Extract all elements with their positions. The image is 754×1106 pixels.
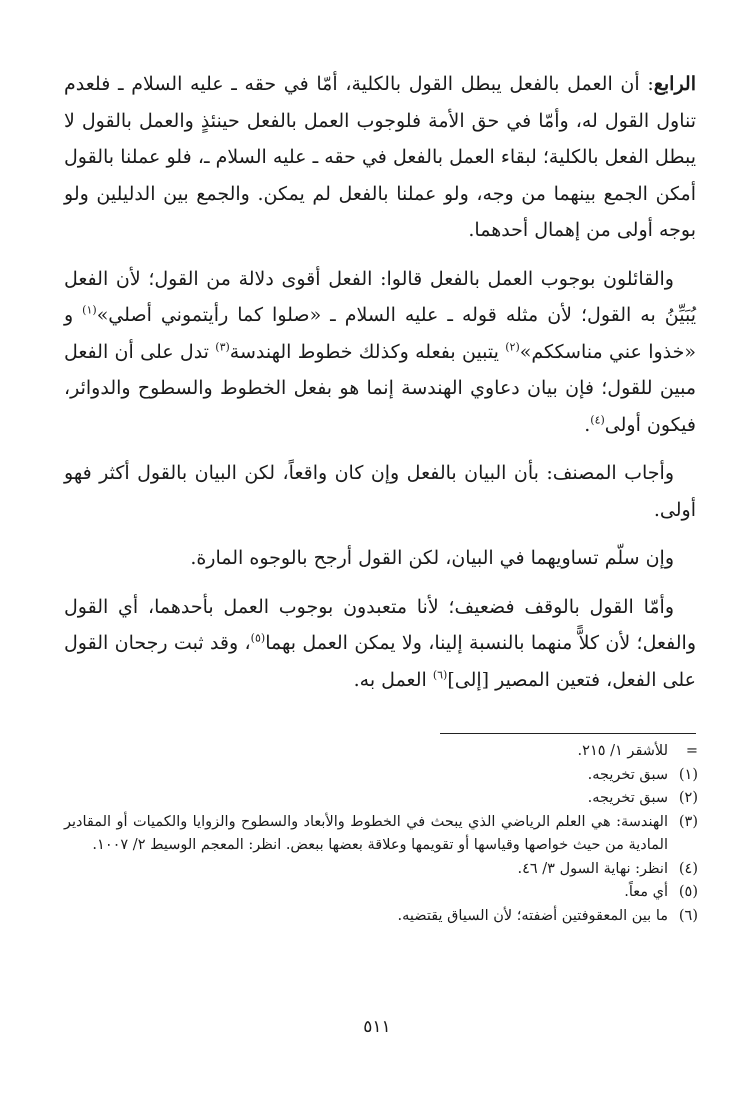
paragraph-text: وإن سلّم تساويهما في البيان، لكن القول أرجح بالوجوه المارة. — [190, 547, 674, 569]
footnote-3 — [64, 811, 698, 858]
paragraph-suspension — [64, 589, 696, 699]
footnote-1 — [64, 764, 698, 788]
footnote-5 — [64, 881, 698, 905]
paragraph-text: وأمّا القول بالوقف فضعيف؛ لأنا متعبدون بوجوب العمل بأحدهما، أي القول والفعل؛ لأن كلاًّ منهما بالنسبة إلينا، ولا يمكن العمل بهما — [64, 595, 696, 654]
paragraph-lead: الرابع — [653, 73, 696, 95]
footnote-number: = — [685, 743, 698, 759]
paragraph-text: والقائلون بوجوب العمل بالفعل قالوا: الفعل أقوى دلالة من القول؛ لأن الفعل يُبَيِّنُ به القول؛ لأن مثله قوله ـ عليه السلام ـ «صلوا كما رأيتموني أصلي» — [64, 267, 696, 326]
footnote-divider — [440, 733, 696, 734]
paragraph-action-proponents — [64, 261, 696, 444]
page-number: ٥١١ — [363, 1017, 391, 1037]
footnote-continuation — [64, 740, 698, 764]
main-text — [64, 66, 696, 710]
footnote-number: (٣) — [678, 813, 698, 830]
paragraph-text: العمل به. — [353, 668, 433, 691]
paragraph-fourth — [64, 66, 696, 249]
footnote-4 — [64, 858, 698, 882]
paragraph-author-reply — [64, 455, 696, 528]
paragraph-text: . — [584, 413, 591, 436]
paragraph-concession — [64, 540, 696, 577]
footnote-6 — [64, 905, 698, 929]
footnote-number: (٢) — [678, 790, 698, 806]
paragraph-text: تدل على أن الفعل مبين للقول؛ فإن بيان دعاوي الهندسة إنما هو بفعل الخطوط والسطوح والدوائر، فيكون أولى — [64, 340, 696, 436]
footnote-text: أي معاً. — [624, 884, 668, 900]
footnote-2 — [64, 787, 698, 811]
footnote-text: سبق تخريجه. — [587, 790, 668, 806]
paragraph-text: و «خذوا عني مناسككم» — [64, 304, 696, 363]
footnote-ref[interactable]: (٢) — [505, 340, 520, 354]
footnote-ref[interactable]: (٦) — [432, 668, 448, 682]
footnote-number: (١) — [678, 766, 698, 783]
footnote-text: الهندسة: هي العلم الرياضي الذي يبحث في الخطوط والأبعاد والسطوح والزوايا والكميات أو المقادير المادية من حيث خواصها وقياسها أو تقويمها وعلاقة بعضها ببعض. انظر: المعجم الوسيط ٢/ ١٠٠٧. — [64, 813, 668, 853]
footnote-number: (٤) — [678, 860, 698, 877]
footnote-number: (٥) — [678, 884, 698, 900]
paragraph-text: وأجاب المصنف: بأن البيان بالفعل وإن كان واقعاً، لكن البيان بالقول أكثر فهو أولى. — [64, 462, 696, 521]
footnote-ref[interactable]: (٣) — [215, 340, 230, 354]
footnote-ref[interactable]: (١) — [82, 303, 97, 317]
paragraph-text: يتبين بفعله وكذلك خطوط الهندسة — [229, 340, 506, 363]
footnote-text: سبق تخريجه. — [587, 766, 668, 783]
footnotes — [64, 740, 698, 928]
footnote-ref[interactable]: (٥) — [250, 631, 266, 645]
footnote-ref[interactable]: (٤) — [590, 413, 605, 427]
footnote-text: للأشقر ١/ ٢١٥. — [577, 743, 668, 759]
footnote-text: ما بين المعقوفتين أضفته؛ لأن السياق يقتضيه. — [397, 907, 668, 924]
footnote-number: (٦) — [678, 907, 698, 924]
footnote-text: انظر: نهاية السول ٣/ ٤٦. — [517, 860, 668, 877]
paragraph-text: ، وقد ثبت رجحان القول على الفعل، فتعين المصير [إلى] — [64, 632, 696, 691]
paragraph-text: : أن العمل بالفعل يبطل القول بالكلية، أمّا في حقه ـ عليه السلام ـ فلعدم تناول القول له، وأمّا في حق الأمة فلوجوب العمل بالفعل حينئذٍ والعمل بالقول لا يبطل الفعل بالكلية؛ لبقاء العمل بالفعل في حقه ـ عليه السلام ـ، فلو عملنا بالقول أمكن الجمع بينهما من وجه، ولو عملنا بالفعل لم يمكن. والجمع بين الدليلين ولو بوجه أولى من إهمال أحدهما. — [64, 73, 696, 241]
